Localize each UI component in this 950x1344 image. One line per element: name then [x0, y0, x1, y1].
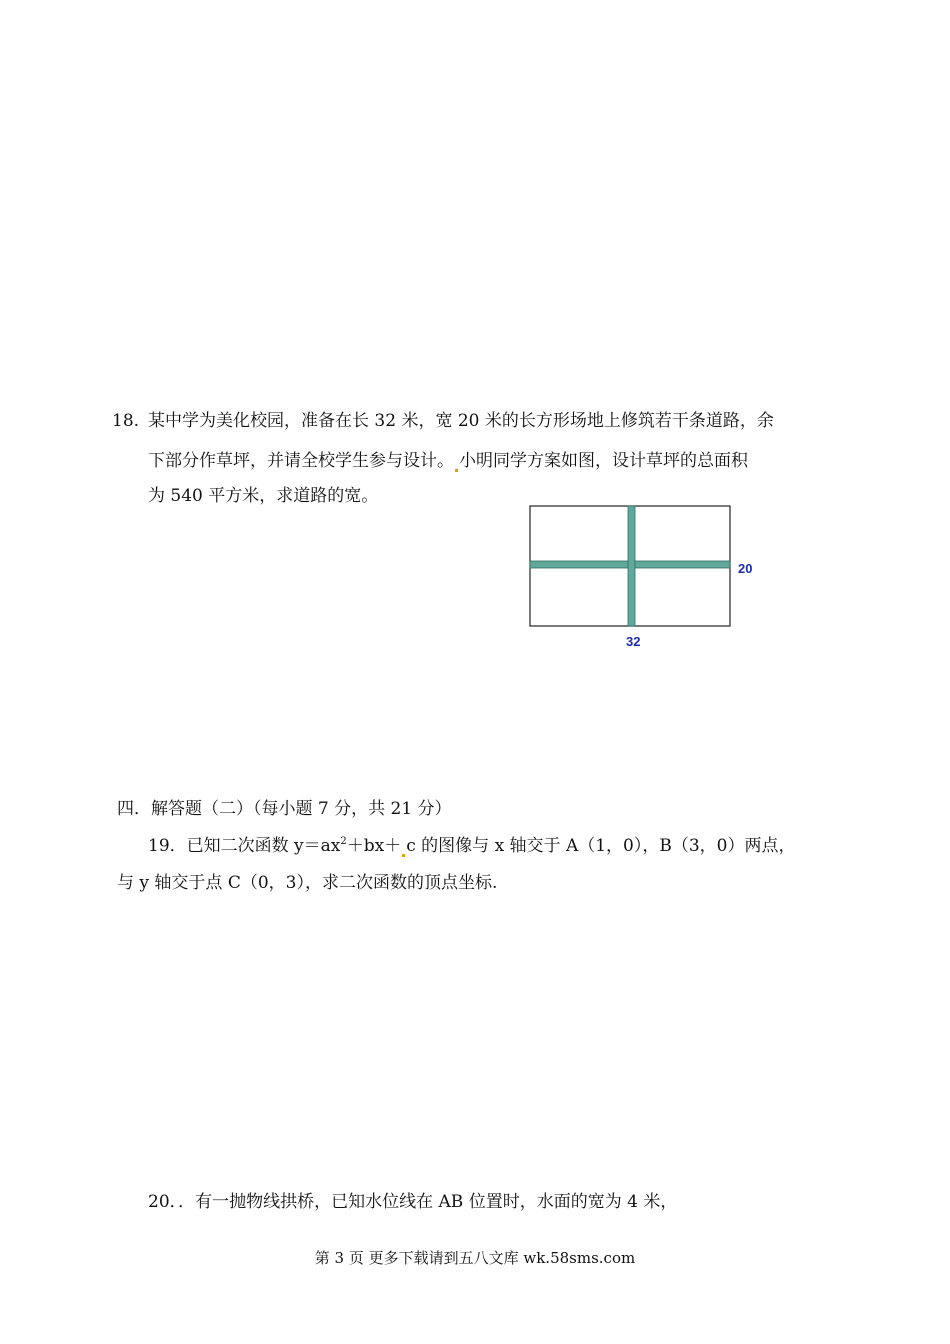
- stray-mark: [402, 854, 405, 857]
- question-18-line-3-part-a: 为 5: [148, 486, 182, 506]
- question-18-line-3-part-b: 40 平方米，求道路的宽。: [181, 486, 379, 506]
- page-footer: 第 3 页 更多下载请到五八文库 wk.58sms.com: [314, 1249, 636, 1267]
- question-18-line-2: [148, 449, 748, 473]
- question-18-line-1: 某中学为美化校园，准备在长 32 米，宽 20 米的长方形场地上修筑若干条道路，余: [148, 411, 774, 431]
- question-18-line-2-part-c: 如图，设计草坪的总面积: [561, 451, 748, 471]
- section-4-title: 四．解答题（二）（每小题 7 分，共 21 分）: [117, 799, 452, 819]
- figure-height-label: 20: [738, 561, 753, 576]
- question-19-line-1-part-b: ＋bx＋: [346, 836, 402, 856]
- exponent: 2: [340, 836, 347, 847]
- question-20: 20．．有一抛物线拱桥，已知水位线在 AB 位置时，水面的宽为 4 米，: [148, 1192, 678, 1212]
- question-19-line-2: 与 y 轴交于点 C（0，3），求二次函数的顶点坐标.: [117, 873, 498, 893]
- question-18-line-2-part-a: 下部分作草坪，并请全校学生参与设计。: [148, 451, 454, 471]
- road-layout-figure: [528, 503, 760, 663]
- question-18-line-3: [148, 484, 378, 508]
- question-19-line-1-part-c: c 的图像与 x 轴交于 A（1，0），B（3，0）两点，: [406, 836, 796, 856]
- question-19-line-1-part-a: 19．已知二次函数 y＝ax: [148, 836, 341, 856]
- figure-width-label: 32: [626, 634, 641, 649]
- question-18-number: 18.: [112, 411, 140, 431]
- question-19-line-1: [148, 834, 796, 858]
- question-18-line-2-part-b: 小明同学方案: [459, 451, 561, 471]
- vertical-road: [628, 506, 635, 626]
- stray-mark: [455, 469, 458, 472]
